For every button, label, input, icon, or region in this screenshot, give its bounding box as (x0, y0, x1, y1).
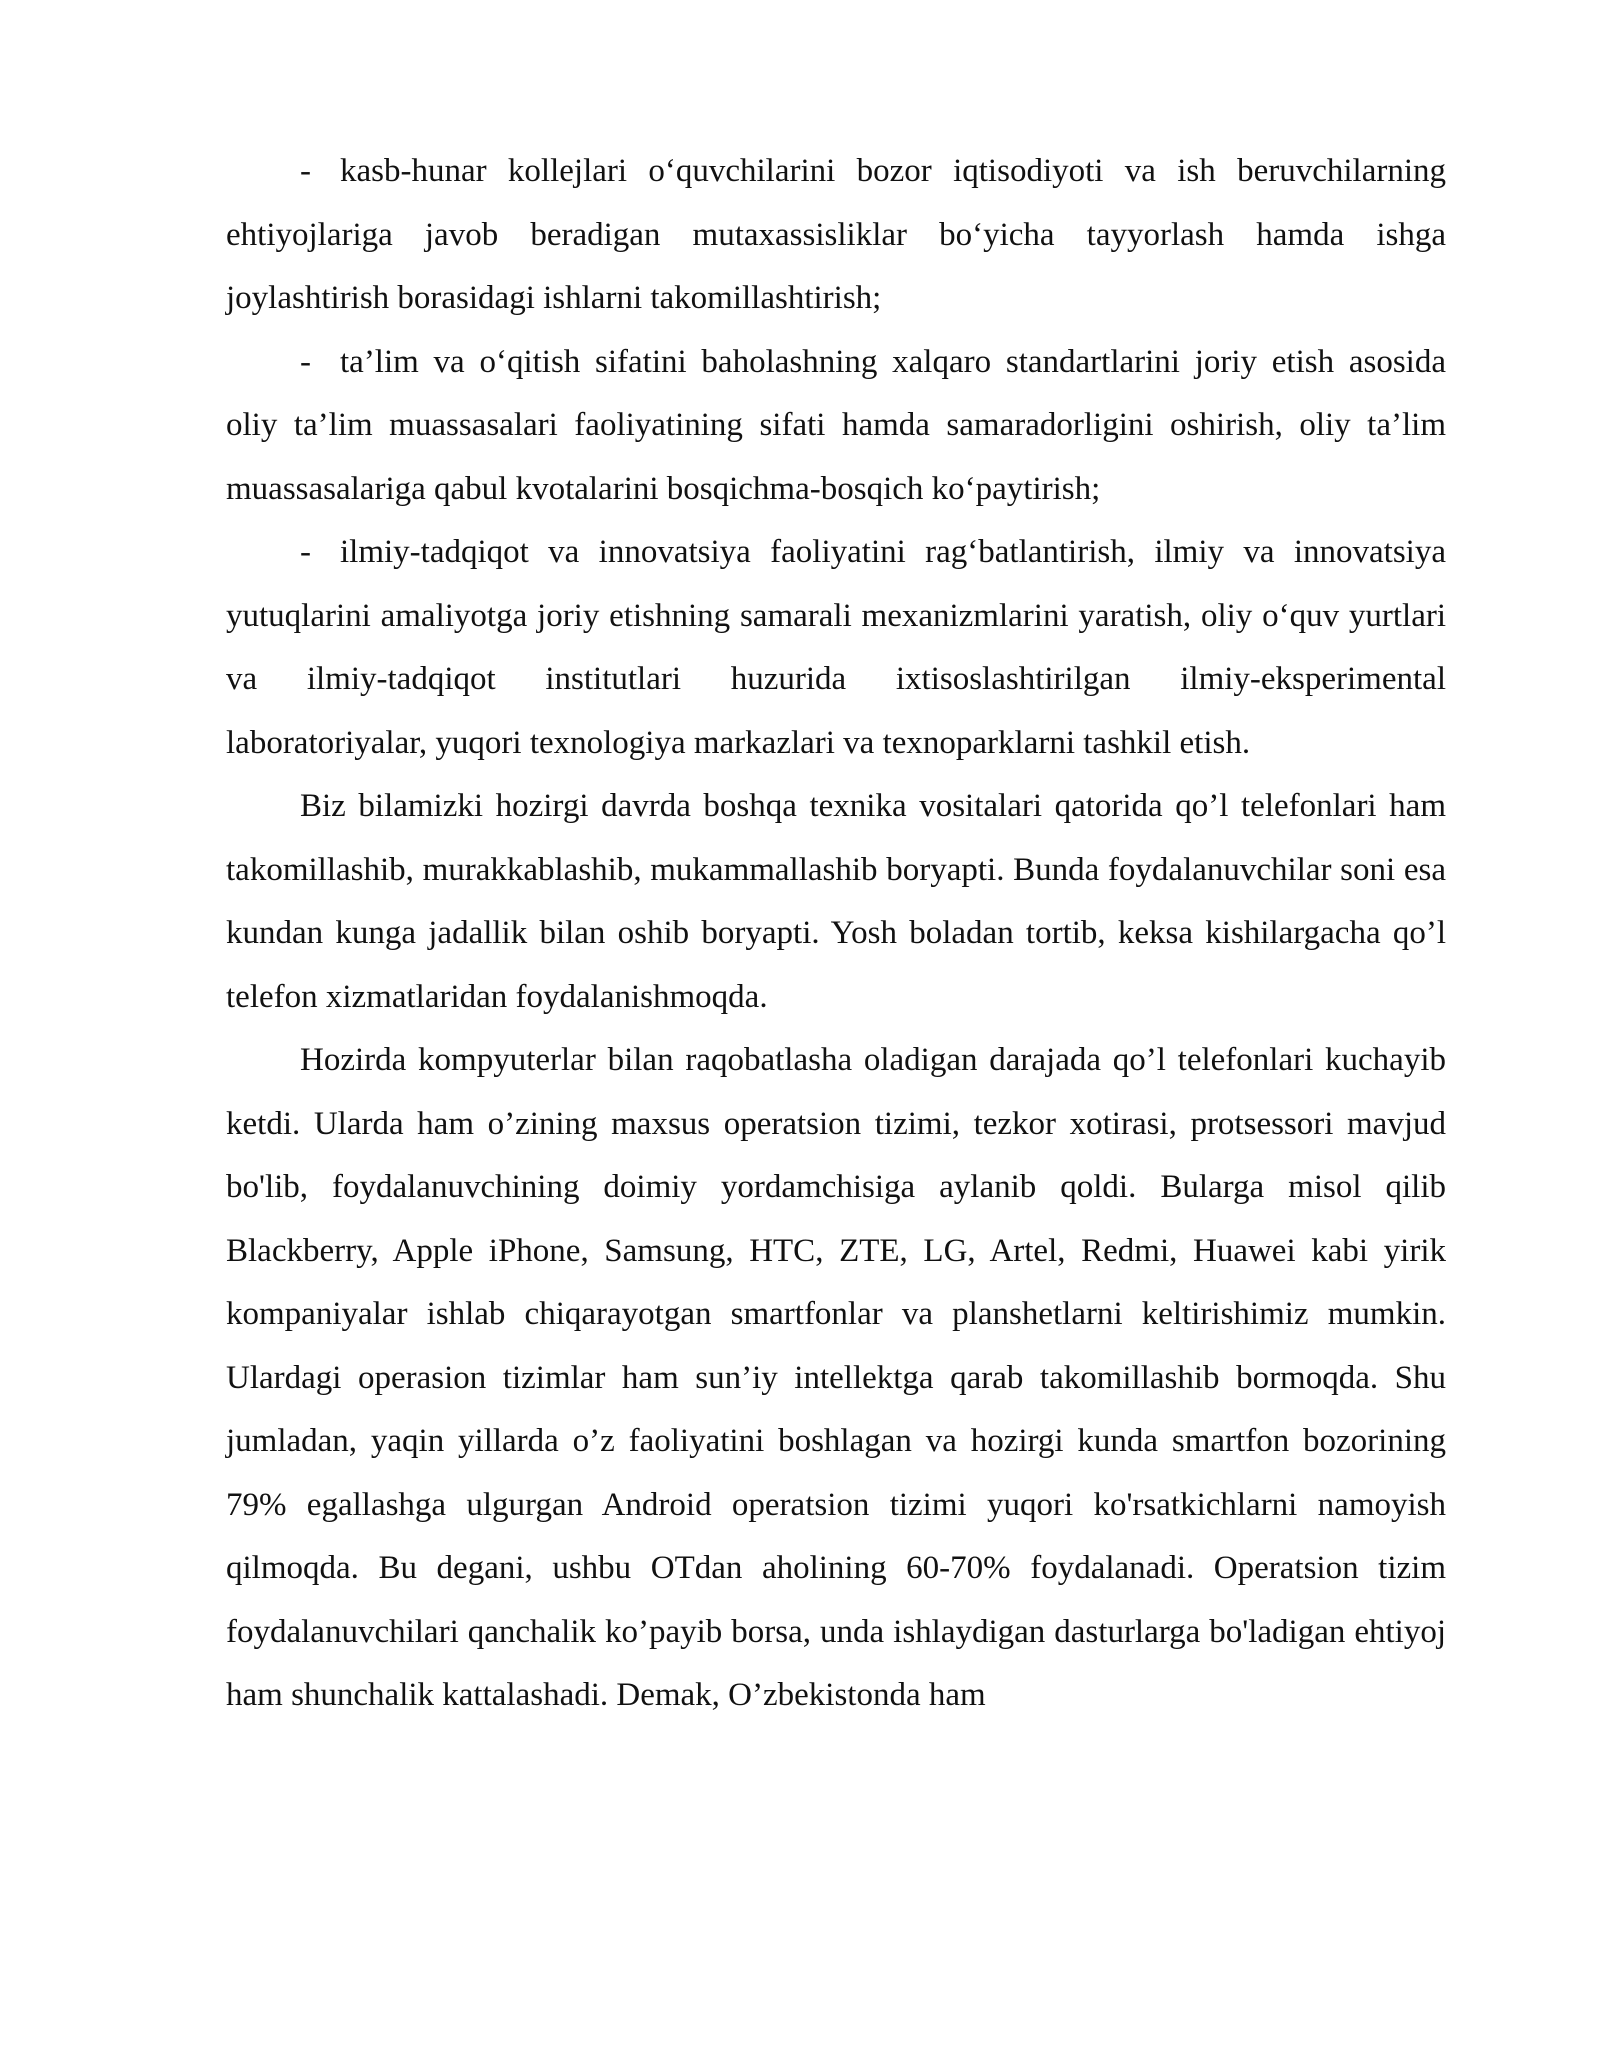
bullet-item (226, 140, 1446, 331)
bullet-marker: - (300, 343, 311, 380)
bullet-marker: - (300, 534, 311, 570)
document-body (226, 140, 1446, 1728)
body-paragraph: Biz bilamizki hozirgi davrda boshqa texnika vositalari qatorida qo’l telefonlari ham takomillashib, murakkablashib, mukammallashib boryapti. Bunda foydalanuvchilar soni esa kundan kunga jadallik bilan oshib boryapti. Yosh boladan tortib, keksa kishilargacha qo’l telefon xizmatlaridan foydalanishmoqda. (226, 788, 1446, 1015)
bullet-text: ilmiy-tadqiqot va innovatsiya faoliyatini rag‘batlantirish, ilmiy va innovatsiya yutuqlarini amaliyotga joriy etishning samarali mexanizmlarini yaratish, oliy o‘quv yurtlari va ilmiy-tadqiqot institutlari huzurida ixtisoslashtirilgan ilmiy-eksperimental laboratoriyalar, yuqori texnologiya markazlari va texnoparklarni tashkil etish. (226, 534, 1446, 761)
bullet-item (226, 521, 1446, 775)
bullet-text: ta’lim va o‘qitish sifatini baholashning xalqaro standartlarini joriy etish asosida oliy ta’lim muassasalari faoliyatining sifati hamda samaradorligini oshirish, oliy ta’lim muassasalariga qabul kvotalarini bosqichma-bosqich ko‘paytirish; (226, 343, 1446, 507)
bullet-text: kasb-hunar kollejlari o‘quvchilarini bozor iqtisodiyoti va ish beruvchilarning ehtiyojlariga javob beradigan mutaxassisliklar bo‘yicha tayyorlash hamda ishga joylashtirish borasidagi ishlarni takomillashtirish; (226, 153, 1446, 316)
body-paragraph: Hozirda kompyuterlar bilan raqobatlasha oladigan darajada qo’l telefonlari kuchayib ketdi. Ularda ham o’zining maxsus operatsion tizimi, tezkor xotirasi, protsessori mavjud bo'lib, foydalanuvchining doimiy yordamchisiga aylanib qoldi. Bularga misol qilib Blackberry, Apple iPhone, Samsung, HTC, ZTE, LG, Artel, Redmi, Huawei kabi yirik kompaniyalar ishlab chiqarayotgan smartfonlar va planshetlarni keltirishimiz mumkin. Ulardagi operasion tizimlar ham sun’iy intellektga qarab takomillashib bormoqda. Shu jumladan, yaqin yillarda o’z faoliyatini boshlagan va hozirgi kunda smartfon bozorining 79% egallashga ulgurgan Android operatsion tizimi yuqori ko'rsatkichlarni namoyish qilmoqda. Bu degani, ushbu OTdan aholining 60-70% foydalanadi. Operatsion tizim foydalanuvchilari qanchalik ko’payib borsa, unda ishlaydigan dasturlarga bo'ladigan ehtiyoj ham shunchalik kattalashadi. Demak, O’zbekistonda ham (226, 1042, 1446, 1713)
bullet-marker: - (300, 153, 311, 189)
bullet-item (226, 331, 1446, 522)
